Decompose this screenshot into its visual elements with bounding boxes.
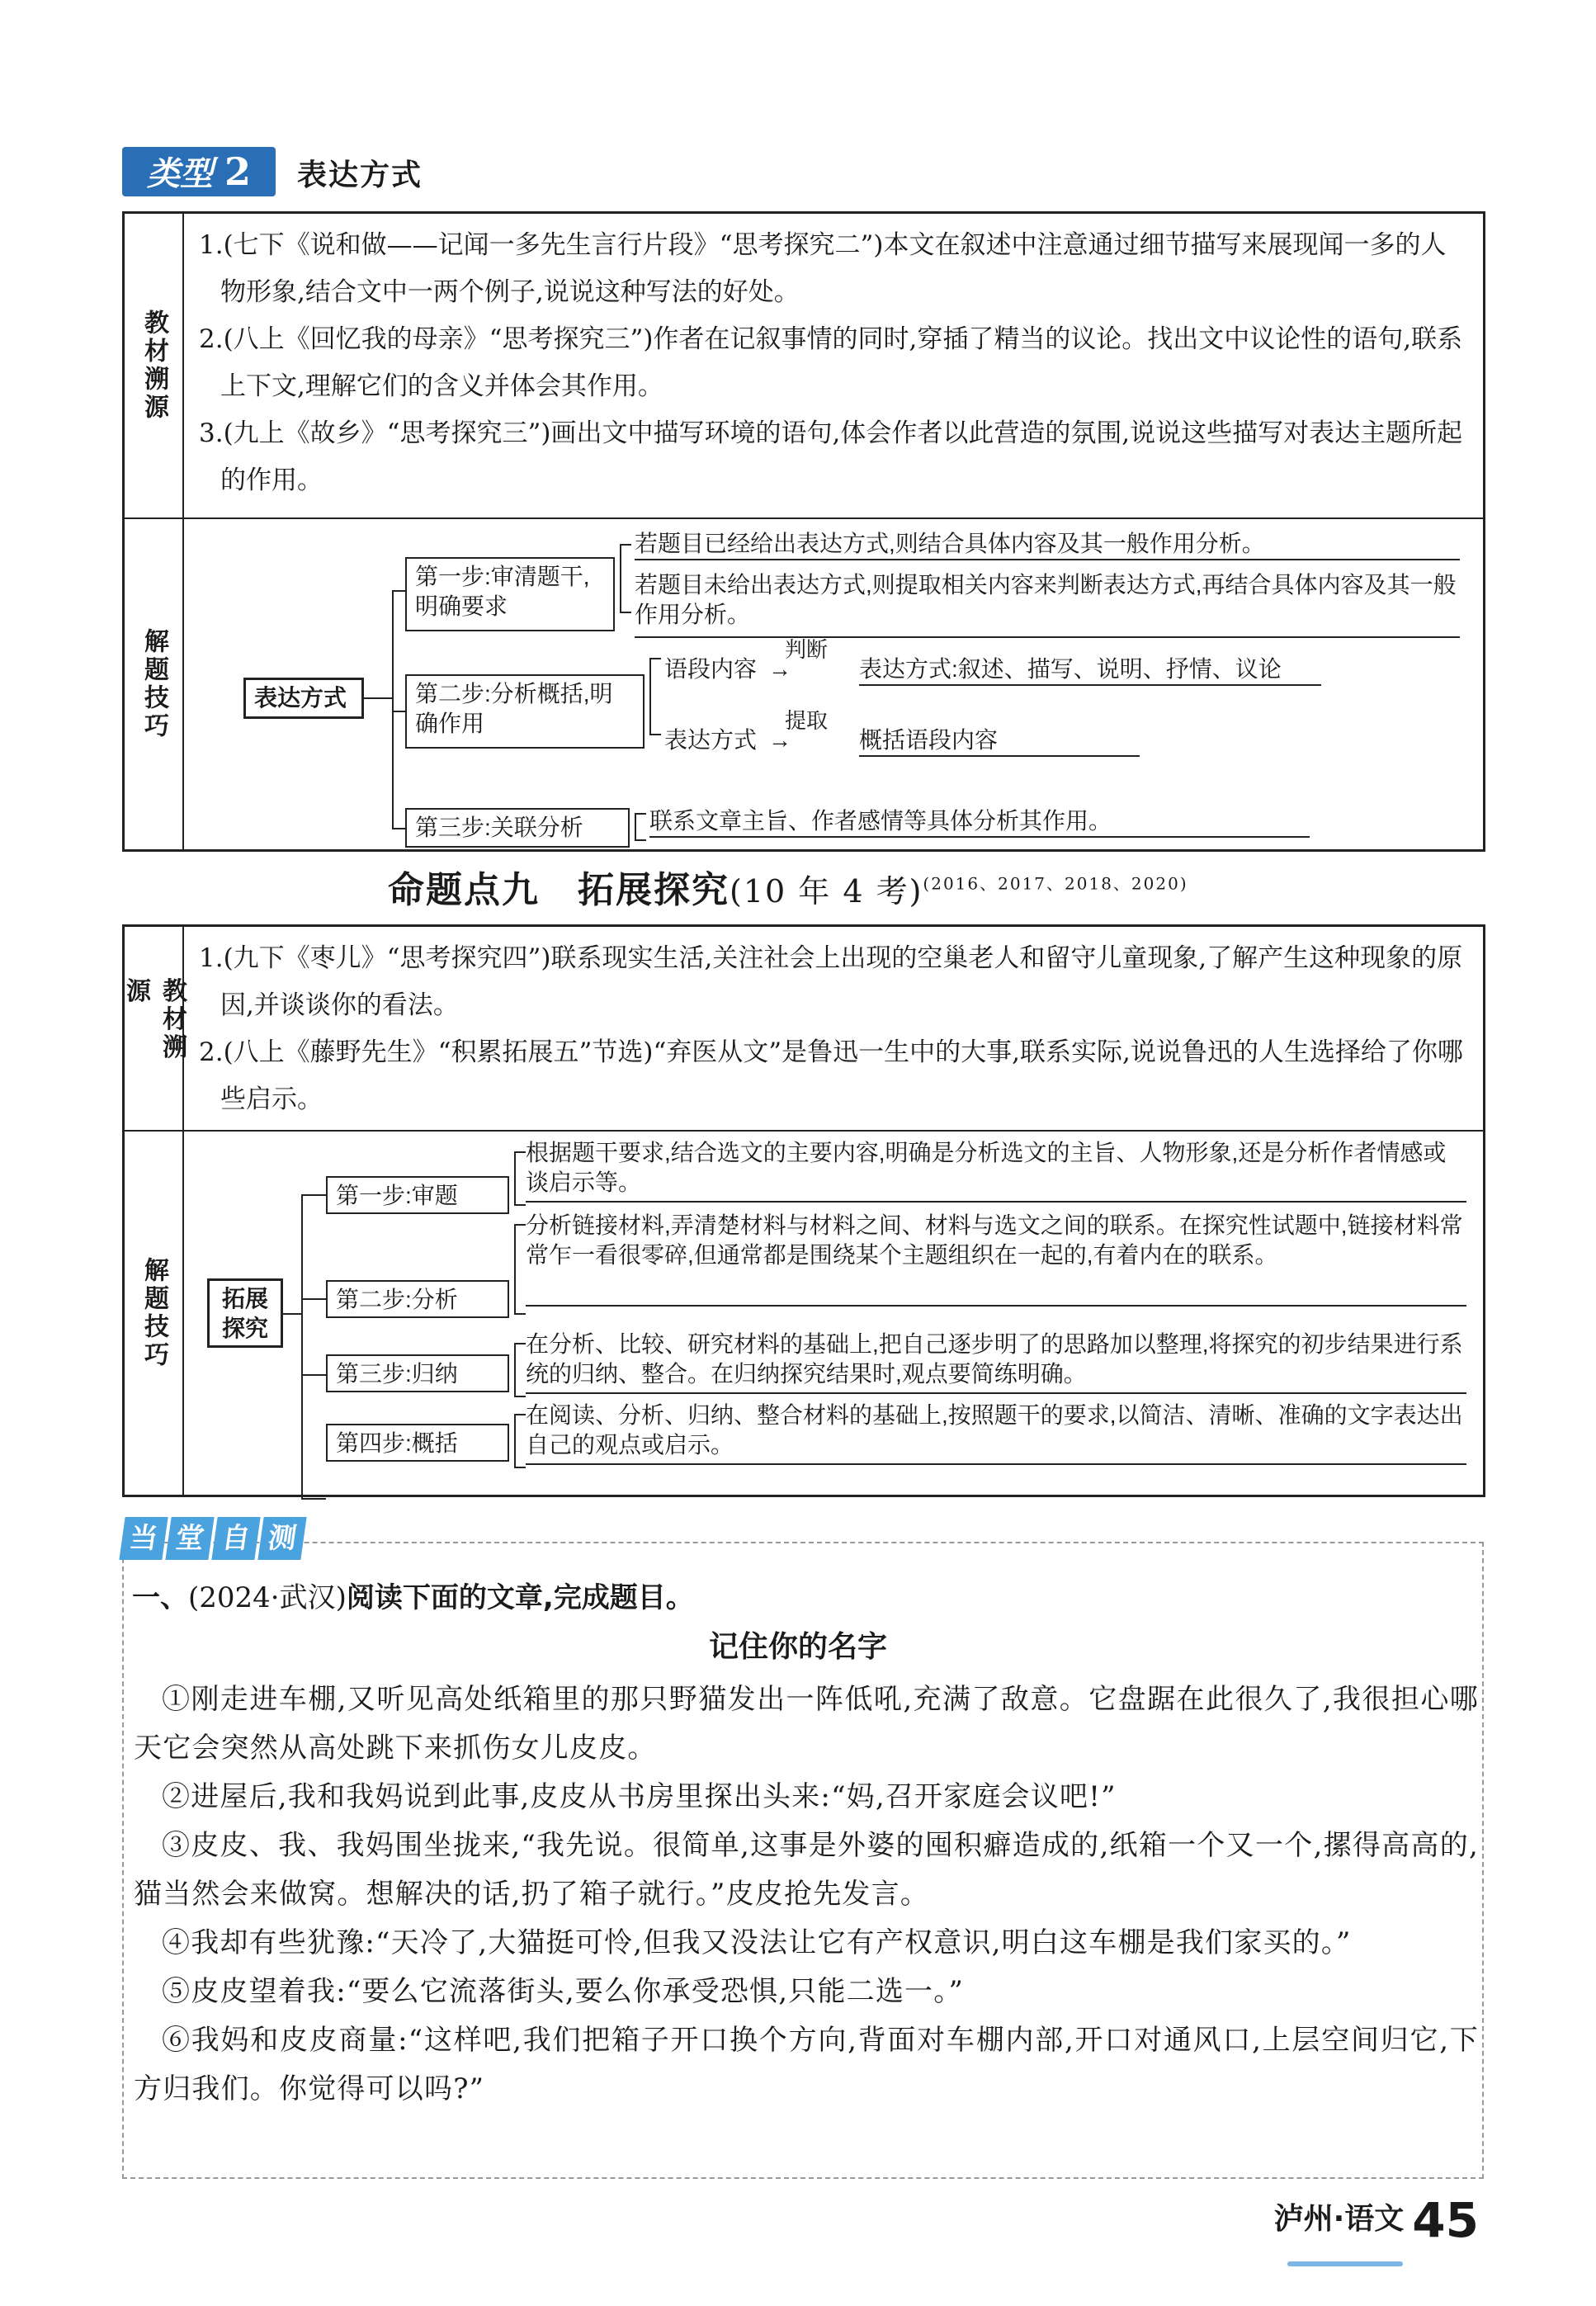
- connector: [301, 1498, 326, 1500]
- side-label: 解题技巧: [125, 1132, 184, 1495]
- article-paragraph: ④我却有些犹豫:“天冷了,大猫挺可怜,但我又没法让它有产权意识,明白这车棚是我们家买的。”: [162, 1926, 1352, 1959]
- step2-from-b: 表达方式: [664, 727, 758, 753]
- step1-box: 第一步:审清题干,明确要求: [405, 557, 615, 631]
- arrow-a: →: [768, 656, 791, 682]
- step2-to-a: 表达方式:叙述、描写、说明、抒情、议论: [859, 654, 1321, 686]
- step2-bracket: [649, 658, 661, 735]
- step4-text: 在阅读、分析、归纳、整合材料的基础上,按照题干的要求,以简洁、清晰、准确的文字表达出自己的观点或启示。: [526, 1401, 1466, 1465]
- step4-box: 第四步:概括: [326, 1424, 509, 1462]
- page-footer: [1274, 2192, 1479, 2248]
- connector: [364, 697, 392, 699]
- technique-row: [125, 517, 1483, 849]
- step2-bracket: [514, 1224, 526, 1315]
- diagram-root: 拓展探究: [207, 1278, 283, 1348]
- step3-text: 在分析、比较、研究材料的基础上,把自己逐步明了的思路加以整理,将探究的初步结果进行系统的归纳、整合。在归纳探究结果时,观点要简练明确。: [526, 1330, 1466, 1394]
- step1-bracket: [620, 544, 631, 613]
- step4-bracket: [514, 1414, 526, 1468]
- step2-to-b: 概括语段内容: [859, 725, 1140, 757]
- step1-box: 第一步:审题: [326, 1176, 509, 1214]
- article-paragraph: ①刚走进车棚,又听见高处纸箱里的那只野猫发出一阵低吼,充满了敌意。它盘踞在此很久了,我很担心哪天它会突然从高处跳下来抓伤女儿皮皮。: [134, 1683, 1479, 1765]
- article-paragraph: ⑥我妈和皮皮商量:“这样吧,我们把箱子开口换个方向,背面对车棚内部,开口对通风口,上层空间归它,下方归我们。你觉得可以吗?”: [134, 2024, 1479, 2105]
- point9-title: 命题点九 拓展探究: [388, 869, 730, 911]
- article-paragraph: ②进屋后,我和我妈说到此事,皮皮从书房里探出头来:“妈,召开家庭会议吧!”: [162, 1780, 1117, 1813]
- question-heading: [132, 1575, 694, 1615]
- step1-text-b: 若题目未给出表达方式,则提取相关内容来判断表达方式,再结合具体内容及其一般作用分析。: [635, 570, 1460, 638]
- connector: [392, 828, 405, 829]
- article-title: 记住你的名字: [708, 1630, 887, 1664]
- step2-arrow-label-a: 判断: [785, 637, 829, 662]
- point9-years: (2016、2017、2018、2020): [923, 873, 1188, 894]
- question-year: (2024·武汉): [188, 1581, 347, 1614]
- question-text: 阅读下面的文章,完成题目。: [346, 1581, 694, 1614]
- side-label: 解题技巧: [125, 519, 184, 849]
- source-items: [199, 222, 1468, 504]
- selftest-char: 测: [257, 1517, 306, 1560]
- question-prefix: 一、: [132, 1581, 188, 1614]
- selftest-char: 堂: [165, 1517, 214, 1560]
- footer-label: 泸州·语文: [1273, 2202, 1405, 2236]
- step3-box: 第三步:关联分析: [405, 808, 630, 848]
- step3-bracket: [514, 1343, 526, 1397]
- step2-box: 第二步:分析: [326, 1280, 509, 1318]
- expression-table: [122, 211, 1485, 852]
- footer-decoration: [1287, 2261, 1403, 2266]
- side-label: 教材溯源: [125, 927, 184, 1130]
- step1-bracket: [514, 1151, 526, 1206]
- source-item: 3.(九上《故乡》“思考探究三”)画出文中描写环境的语句,体会作者以此营造的氛围,说说这些描写对表达主题所起的作用。: [199, 418, 1463, 495]
- source-item: 2.(八上《藤野先生》“积累拓展五”节选)“弃医从文”是鲁迅一生中的大事,联系实际,说说鲁迅的人生选择给了你哪些启示。: [199, 1037, 1463, 1114]
- source-items: [199, 935, 1468, 1123]
- connector: [283, 1313, 301, 1315]
- article-paragraph: ⑤皮皮望着我:“要么它流落街头,要么你承受恐惧,只能二选一。”: [162, 1975, 965, 2008]
- step2-arrow-label-b: 提取: [785, 708, 829, 733]
- extension-table: [122, 924, 1485, 1497]
- arrow-b: →: [768, 727, 791, 753]
- type-title: 表达方式: [297, 158, 423, 192]
- type-badge-number: 2: [224, 149, 251, 194]
- step2-from-a: 语段内容: [664, 656, 758, 682]
- textbook-source-row: [121, 927, 1483, 1130]
- step2-box: 第二步:分析概括,明确作用: [405, 674, 645, 749]
- connector: [392, 590, 405, 592]
- step2-text: 分析链接材料,弄清楚材料与材料之间、材料与选文之间的联系。在探究性试题中,链接材料常常乍一看很零碎,但通常都是围绕某个主题组织在一起的,有着内在的联系。: [526, 1211, 1466, 1307]
- point9-heading: [388, 860, 1188, 913]
- connector: [301, 1298, 326, 1300]
- side-label: 教材溯源: [125, 214, 184, 517]
- connector: [301, 1194, 303, 1498]
- article-body: [134, 1675, 1479, 2114]
- type-badge: [122, 147, 276, 196]
- type-badge-prefix: 类型: [147, 154, 214, 193]
- step3-text: 联系文章主旨、作者感情等具体分析其作用。: [649, 806, 1310, 838]
- diagram-root: 表达方式: [243, 678, 364, 719]
- source-item: 2.(八上《回忆我的母亲》“思考探究三”)作者在记叙事情的同时,穿插了精当的议论。找出文中议论性的语句,联系上下文,理解它们的含义并体会其作用。: [199, 324, 1463, 401]
- page-number: 45: [1412, 2192, 1479, 2248]
- step3-box: 第三步:归纳: [326, 1354, 509, 1392]
- source-item: 1.(七下《说和做——记闻一多先生言行片段》“思考探究二”)本文在叙述中注意通过细节描写来展现闻一多的人物形象,结合文中一两个例子,说说这种写法的好处。: [199, 230, 1447, 307]
- step1-text-a: 若题目已经给出表达方式,则结合具体内容及其一般作用分析。: [635, 529, 1460, 560]
- selftest-char: 自: [211, 1517, 260, 1560]
- connector: [392, 590, 394, 828]
- point9-count: (10 年 4 考): [730, 873, 923, 910]
- step3-bracket: [635, 813, 646, 841]
- source-item: 1.(九下《枣儿》“思考探究四”)联系现实生活,关注社会上出现的空巢老人和留守儿童现象,了解产生这种现象的原因,并谈谈你的看法。: [199, 943, 1463, 1020]
- connector: [301, 1194, 326, 1196]
- connector: [392, 711, 405, 712]
- textbook-source-row: [125, 214, 1483, 517]
- technique-row: [125, 1130, 1483, 1495]
- connector: [301, 1374, 326, 1376]
- step1-text: 根据题干要求,结合选文的主要内容,明确是分析选文的主旨、人物形象,还是分析作者情感或谈启示等。: [526, 1138, 1466, 1203]
- selftest-char: 当: [119, 1517, 168, 1560]
- article-paragraph: ③皮皮、我、我妈围坐拢来,“我先说。很简单,这事是外婆的囤积癖造成的,纸箱一个又一个,摞得高高的,猫当然会来做窝。想解决的话,扔了箱子就行。”皮皮抢先发言。: [134, 1829, 1479, 1911]
